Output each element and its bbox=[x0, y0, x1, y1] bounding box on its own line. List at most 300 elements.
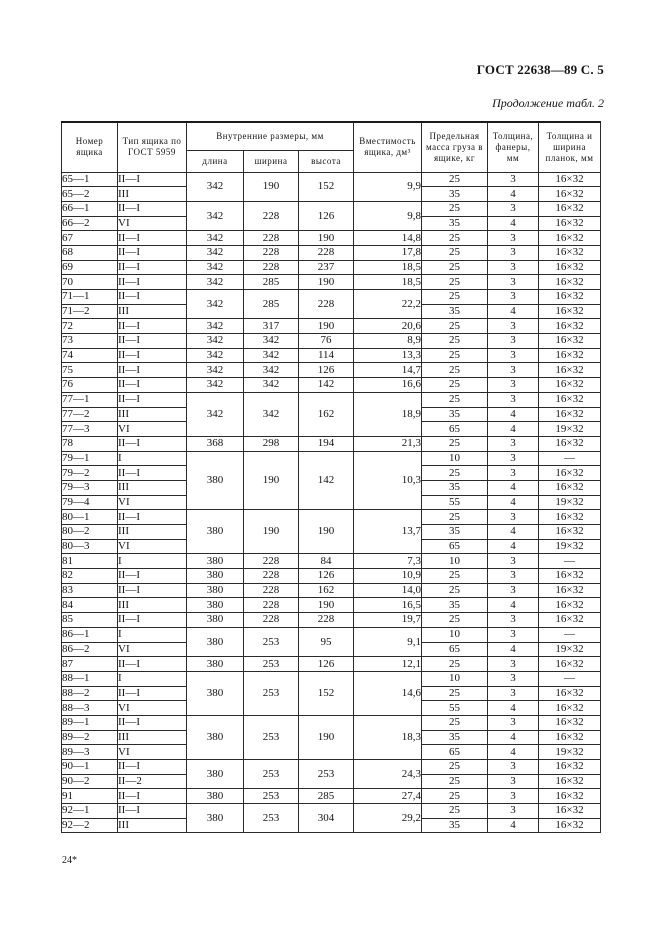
header-max-mass: Предельная масса груза в ящике, кг bbox=[422, 122, 488, 172]
cell-length: 342 bbox=[187, 319, 244, 334]
cell-height: 253 bbox=[299, 760, 354, 789]
cell-width: 253 bbox=[244, 789, 299, 804]
cell-max-mass: 10 bbox=[422, 671, 488, 686]
cell-max-mass: 25 bbox=[422, 466, 488, 481]
cell-box-no: 80—1 bbox=[62, 510, 118, 525]
cell-capacity: 7,3 bbox=[354, 554, 422, 569]
cell-length: 342 bbox=[187, 231, 244, 246]
cell-capacity: 16,5 bbox=[354, 598, 422, 613]
cell-capacity: 14,8 bbox=[354, 231, 422, 246]
cell-box-type: II—I bbox=[118, 392, 187, 407]
cell-height: 190 bbox=[299, 319, 354, 334]
cell-plywood: 3 bbox=[488, 348, 539, 363]
cell-width: 285 bbox=[244, 290, 299, 319]
cell-length: 342 bbox=[187, 290, 244, 319]
cell-max-mass: 25 bbox=[422, 774, 488, 789]
cell-box-no: 80—2 bbox=[62, 525, 118, 540]
cell-box-no: 92—1 bbox=[62, 804, 118, 819]
cell-plywood: 3 bbox=[488, 789, 539, 804]
cell-plank: 16×32 bbox=[539, 480, 601, 495]
cell-height: 152 bbox=[299, 671, 354, 715]
table-row bbox=[62, 715, 601, 730]
cell-plank: 16×32 bbox=[539, 701, 601, 716]
cell-plywood: 3 bbox=[488, 172, 539, 187]
box-dimensions-table bbox=[61, 121, 601, 833]
cell-height: 95 bbox=[299, 627, 354, 656]
cell-box-no: 66—2 bbox=[62, 216, 118, 231]
cell-plywood: 3 bbox=[488, 510, 539, 525]
cell-max-mass: 25 bbox=[422, 760, 488, 775]
cell-height: 190 bbox=[299, 598, 354, 613]
cell-box-type: II—I bbox=[118, 172, 187, 187]
cell-plank: 16×32 bbox=[539, 334, 601, 349]
cell-box-no: 79—1 bbox=[62, 451, 118, 466]
table-row bbox=[62, 378, 601, 393]
cell-max-mass: 65 bbox=[422, 539, 488, 554]
cell-height: 190 bbox=[299, 510, 354, 554]
cell-height: 190 bbox=[299, 231, 354, 246]
cell-plywood: 3 bbox=[488, 715, 539, 730]
table-row bbox=[62, 451, 601, 466]
cell-width: 228 bbox=[244, 554, 299, 569]
cell-plywood: 3 bbox=[488, 319, 539, 334]
cell-length: 342 bbox=[187, 334, 244, 349]
cell-width: 253 bbox=[244, 804, 299, 833]
cell-plywood: 4 bbox=[488, 539, 539, 554]
cell-max-mass: 25 bbox=[422, 789, 488, 804]
cell-max-mass: 35 bbox=[422, 818, 488, 833]
cell-plywood: 4 bbox=[488, 495, 539, 510]
cell-max-mass: 25 bbox=[422, 363, 488, 378]
cell-box-type: III bbox=[118, 730, 187, 745]
cell-box-type: I bbox=[118, 554, 187, 569]
cell-width: 228 bbox=[244, 260, 299, 275]
cell-plank: 16×32 bbox=[539, 789, 601, 804]
cell-box-no: 88—1 bbox=[62, 671, 118, 686]
cell-width: 190 bbox=[244, 510, 299, 554]
cell-plank: 16×32 bbox=[539, 657, 601, 672]
cell-box-no: 85 bbox=[62, 613, 118, 628]
cell-plank: 16×32 bbox=[539, 525, 601, 540]
cell-width: 253 bbox=[244, 657, 299, 672]
cell-length: 380 bbox=[187, 789, 244, 804]
cell-plywood: 3 bbox=[488, 466, 539, 481]
cell-height: 126 bbox=[299, 363, 354, 378]
cell-height: 162 bbox=[299, 583, 354, 598]
cell-max-mass: 25 bbox=[422, 201, 488, 216]
cell-height: 142 bbox=[299, 378, 354, 393]
cell-plywood: 3 bbox=[488, 671, 539, 686]
cell-plank: 16×32 bbox=[539, 436, 601, 451]
cell-max-mass: 65 bbox=[422, 745, 488, 760]
cell-plywood: 3 bbox=[488, 451, 539, 466]
cell-box-type: III bbox=[118, 818, 187, 833]
cell-plank: 16×32 bbox=[539, 348, 601, 363]
cell-plank: 16×32 bbox=[539, 598, 601, 613]
cell-width: 253 bbox=[244, 671, 299, 715]
cell-capacity: 13,7 bbox=[354, 510, 422, 554]
cell-box-type: II—I bbox=[118, 657, 187, 672]
cell-plywood: 3 bbox=[488, 436, 539, 451]
cell-width: 228 bbox=[244, 245, 299, 260]
cell-width: 342 bbox=[244, 378, 299, 393]
cell-height: 114 bbox=[299, 348, 354, 363]
cell-capacity: 27,4 bbox=[354, 789, 422, 804]
cell-capacity: 14,0 bbox=[354, 583, 422, 598]
cell-plywood: 3 bbox=[488, 760, 539, 775]
cell-width: 228 bbox=[244, 613, 299, 628]
cell-plank: 16×32 bbox=[539, 583, 601, 598]
table-row bbox=[62, 363, 601, 378]
cell-height: 304 bbox=[299, 804, 354, 833]
cell-plywood: 4 bbox=[488, 407, 539, 422]
cell-plank: 16×32 bbox=[539, 407, 601, 422]
table-row bbox=[62, 260, 601, 275]
cell-max-mass: 25 bbox=[422, 260, 488, 275]
cell-capacity: 18,9 bbox=[354, 392, 422, 436]
cell-plywood: 4 bbox=[488, 701, 539, 716]
table-row bbox=[62, 510, 601, 525]
cell-height: 126 bbox=[299, 569, 354, 584]
cell-plywood: 3 bbox=[488, 201, 539, 216]
cell-capacity: 9,1 bbox=[354, 627, 422, 656]
cell-width: 342 bbox=[244, 334, 299, 349]
cell-plank: 19×32 bbox=[539, 642, 601, 657]
cell-plank: 16×32 bbox=[539, 466, 601, 481]
cell-height: 190 bbox=[299, 275, 354, 290]
cell-box-no: 82 bbox=[62, 569, 118, 584]
cell-plank: 16×32 bbox=[539, 172, 601, 187]
cell-plank: 16×32 bbox=[539, 613, 601, 628]
cell-max-mass: 35 bbox=[422, 525, 488, 540]
header-inner-dims: Внутренние размеры, мм bbox=[187, 122, 354, 150]
table-row bbox=[62, 231, 601, 246]
cell-height: 76 bbox=[299, 334, 354, 349]
cell-width: 253 bbox=[244, 715, 299, 759]
cell-max-mass: 10 bbox=[422, 554, 488, 569]
cell-box-no: 88—3 bbox=[62, 701, 118, 716]
table-row bbox=[62, 671, 601, 686]
cell-length: 380 bbox=[187, 627, 244, 656]
cell-length: 342 bbox=[187, 348, 244, 363]
cell-max-mass: 25 bbox=[422, 290, 488, 305]
page-footer-mark: 24* bbox=[62, 855, 77, 866]
cell-height: 126 bbox=[299, 657, 354, 672]
cell-plank: — bbox=[539, 671, 601, 686]
cell-width: 190 bbox=[244, 451, 299, 510]
cell-max-mass: 25 bbox=[422, 172, 488, 187]
cell-length: 380 bbox=[187, 598, 244, 613]
cell-height: 237 bbox=[299, 260, 354, 275]
cell-max-mass: 25 bbox=[422, 613, 488, 628]
cell-length: 380 bbox=[187, 760, 244, 789]
cell-max-mass: 25 bbox=[422, 231, 488, 246]
cell-box-no: 89—3 bbox=[62, 745, 118, 760]
cell-plank: 16×32 bbox=[539, 392, 601, 407]
cell-max-mass: 35 bbox=[422, 304, 488, 319]
cell-plank: 16×32 bbox=[539, 569, 601, 584]
cell-plywood: 3 bbox=[488, 627, 539, 642]
cell-box-type: II—I bbox=[118, 334, 187, 349]
cell-capacity: 20,6 bbox=[354, 319, 422, 334]
cell-plank: 16×32 bbox=[539, 804, 601, 819]
cell-box-no: 78 bbox=[62, 436, 118, 451]
cell-box-no: 91 bbox=[62, 789, 118, 804]
cell-length: 342 bbox=[187, 275, 244, 290]
cell-box-type: II—I bbox=[118, 686, 187, 701]
cell-box-type: III bbox=[118, 407, 187, 422]
cell-plywood: 3 bbox=[488, 554, 539, 569]
header-length: длина bbox=[187, 150, 244, 172]
header-box-no: Номер ящика bbox=[62, 122, 118, 172]
cell-plywood: 4 bbox=[488, 480, 539, 495]
cell-plywood: 3 bbox=[488, 392, 539, 407]
cell-height: 190 bbox=[299, 715, 354, 759]
cell-box-type: II—I bbox=[118, 290, 187, 305]
cell-plywood: 4 bbox=[488, 598, 539, 613]
cell-max-mass: 25 bbox=[422, 715, 488, 730]
cell-width: 298 bbox=[244, 436, 299, 451]
cell-plywood: 4 bbox=[488, 187, 539, 202]
cell-box-type: II—I bbox=[118, 466, 187, 481]
cell-box-type: I bbox=[118, 627, 187, 642]
cell-box-no: 79—2 bbox=[62, 466, 118, 481]
table-row bbox=[62, 554, 601, 569]
table-row bbox=[62, 789, 601, 804]
cell-plywood: 3 bbox=[488, 275, 539, 290]
cell-box-type: II—I bbox=[118, 760, 187, 775]
cell-box-no: 87 bbox=[62, 657, 118, 672]
cell-box-type: III bbox=[118, 187, 187, 202]
cell-height: 228 bbox=[299, 613, 354, 628]
cell-width: 342 bbox=[244, 348, 299, 363]
cell-plywood: 3 bbox=[488, 774, 539, 789]
cell-length: 380 bbox=[187, 804, 244, 833]
table-continuation-label: Продолжение табл. 2 bbox=[492, 96, 604, 110]
cell-box-type: II—I bbox=[118, 201, 187, 216]
cell-box-type: III bbox=[118, 480, 187, 495]
cell-capacity: 12,1 bbox=[354, 657, 422, 672]
cell-max-mass: 25 bbox=[422, 334, 488, 349]
cell-length: 342 bbox=[187, 378, 244, 393]
cell-box-no: 89—2 bbox=[62, 730, 118, 745]
cell-length: 342 bbox=[187, 245, 244, 260]
cell-box-type: VI bbox=[118, 642, 187, 657]
cell-capacity: 9,9 bbox=[354, 172, 422, 201]
cell-plank: 16×32 bbox=[539, 774, 601, 789]
cell-max-mass: 25 bbox=[422, 583, 488, 598]
cell-box-type: II—I bbox=[118, 789, 187, 804]
cell-width: 228 bbox=[244, 598, 299, 613]
cell-plywood: 4 bbox=[488, 304, 539, 319]
table-row bbox=[62, 245, 601, 260]
cell-capacity: 9,8 bbox=[354, 201, 422, 230]
cell-capacity: 17,8 bbox=[354, 245, 422, 260]
cell-box-no: 79—3 bbox=[62, 480, 118, 495]
cell-max-mass: 25 bbox=[422, 392, 488, 407]
cell-capacity: 14,6 bbox=[354, 671, 422, 715]
cell-max-mass: 10 bbox=[422, 451, 488, 466]
table-row bbox=[62, 627, 601, 642]
cell-plywood: 3 bbox=[488, 334, 539, 349]
cell-max-mass: 25 bbox=[422, 436, 488, 451]
cell-max-mass: 35 bbox=[422, 407, 488, 422]
cell-length: 342 bbox=[187, 363, 244, 378]
cell-capacity: 10,9 bbox=[354, 569, 422, 584]
cell-box-no: 92—2 bbox=[62, 818, 118, 833]
cell-box-type: II—I bbox=[118, 275, 187, 290]
cell-width: 285 bbox=[244, 275, 299, 290]
cell-plank: 19×32 bbox=[539, 539, 601, 554]
cell-width: 253 bbox=[244, 760, 299, 789]
cell-box-no: 88—2 bbox=[62, 686, 118, 701]
table-row bbox=[62, 583, 601, 598]
cell-max-mass: 25 bbox=[422, 686, 488, 701]
cell-length: 368 bbox=[187, 436, 244, 451]
cell-length: 342 bbox=[187, 172, 244, 201]
cell-box-type: II—I bbox=[118, 583, 187, 598]
cell-length: 380 bbox=[187, 657, 244, 672]
cell-max-mass: 35 bbox=[422, 187, 488, 202]
cell-box-type: II—I bbox=[118, 378, 187, 393]
cell-max-mass: 10 bbox=[422, 627, 488, 642]
cell-max-mass: 25 bbox=[422, 569, 488, 584]
cell-box-type: II—I bbox=[118, 613, 187, 628]
cell-box-type: II—I bbox=[118, 245, 187, 260]
cell-capacity: 29,2 bbox=[354, 804, 422, 833]
cell-plank: — bbox=[539, 627, 601, 642]
cell-box-no: 71—1 bbox=[62, 290, 118, 305]
cell-length: 342 bbox=[187, 392, 244, 436]
cell-plywood: 3 bbox=[488, 569, 539, 584]
cell-box-type: II—I bbox=[118, 319, 187, 334]
cell-capacity: 8,9 bbox=[354, 334, 422, 349]
header-plank: Толщина и ширина планок, мм bbox=[539, 122, 601, 172]
table-row bbox=[62, 598, 601, 613]
cell-plank: 16×32 bbox=[539, 760, 601, 775]
cell-plywood: 4 bbox=[488, 818, 539, 833]
cell-plank: 16×32 bbox=[539, 275, 601, 290]
cell-plank: 16×32 bbox=[539, 363, 601, 378]
cell-capacity: 21,3 bbox=[354, 436, 422, 451]
cell-plywood: 4 bbox=[488, 745, 539, 760]
cell-box-no: 89—1 bbox=[62, 715, 118, 730]
header-width: ширина bbox=[244, 150, 299, 172]
cell-plywood: 4 bbox=[488, 730, 539, 745]
cell-plank: 16×32 bbox=[539, 231, 601, 246]
cell-length: 342 bbox=[187, 260, 244, 275]
cell-box-type: II—I bbox=[118, 569, 187, 584]
cell-plank: 16×32 bbox=[539, 290, 601, 305]
cell-box-no: 74 bbox=[62, 348, 118, 363]
cell-plywood: 3 bbox=[488, 231, 539, 246]
cell-box-no: 77—2 bbox=[62, 407, 118, 422]
cell-height: 228 bbox=[299, 290, 354, 319]
cell-box-no: 69 bbox=[62, 260, 118, 275]
cell-box-type: II—I bbox=[118, 715, 187, 730]
cell-max-mass: 55 bbox=[422, 495, 488, 510]
cell-plywood: 3 bbox=[488, 363, 539, 378]
standard-header: ГОСТ 22638—89 С. 5 bbox=[476, 62, 604, 77]
cell-plank: 16×32 bbox=[539, 686, 601, 701]
cell-box-no: 90—2 bbox=[62, 774, 118, 789]
cell-max-mass: 25 bbox=[422, 657, 488, 672]
cell-box-type: II—I bbox=[118, 260, 187, 275]
cell-box-type: III bbox=[118, 304, 187, 319]
cell-width: 228 bbox=[244, 231, 299, 246]
cell-max-mass: 65 bbox=[422, 642, 488, 657]
cell-plank: — bbox=[539, 554, 601, 569]
cell-width: 253 bbox=[244, 627, 299, 656]
cell-max-mass: 25 bbox=[422, 378, 488, 393]
cell-max-mass: 25 bbox=[422, 510, 488, 525]
cell-box-no: 76 bbox=[62, 378, 118, 393]
cell-height: 194 bbox=[299, 436, 354, 451]
table-body bbox=[62, 172, 601, 833]
cell-max-mass: 55 bbox=[422, 701, 488, 716]
cell-max-mass: 25 bbox=[422, 804, 488, 819]
cell-height: 285 bbox=[299, 789, 354, 804]
cell-box-type: II—I bbox=[118, 363, 187, 378]
cell-width: 317 bbox=[244, 319, 299, 334]
cell-plywood: 3 bbox=[488, 378, 539, 393]
cell-capacity: 18,3 bbox=[354, 715, 422, 759]
cell-plywood: 3 bbox=[488, 657, 539, 672]
cell-box-type: II—I bbox=[118, 348, 187, 363]
cell-plank: 16×32 bbox=[539, 187, 601, 202]
cell-plank: 16×32 bbox=[539, 730, 601, 745]
cell-box-no: 86—2 bbox=[62, 642, 118, 657]
cell-width: 228 bbox=[244, 569, 299, 584]
header-plywood: Толщина, фанеры, мм bbox=[488, 122, 539, 172]
cell-box-no: 86—1 bbox=[62, 627, 118, 642]
cell-box-type: III bbox=[118, 598, 187, 613]
cell-plank: 16×32 bbox=[539, 304, 601, 319]
table-row bbox=[62, 319, 601, 334]
cell-width: 190 bbox=[244, 172, 299, 201]
cell-plywood: 3 bbox=[488, 290, 539, 305]
cell-height: 162 bbox=[299, 392, 354, 436]
cell-box-no: 70 bbox=[62, 275, 118, 290]
cell-box-no: 73 bbox=[62, 334, 118, 349]
header-box-type: Тип ящика по ГОСТ 5959 bbox=[118, 122, 187, 172]
cell-plank: — bbox=[539, 451, 601, 466]
table-row bbox=[62, 436, 601, 451]
cell-box-no: 75 bbox=[62, 363, 118, 378]
cell-box-type: VI bbox=[118, 701, 187, 716]
cell-length: 380 bbox=[187, 613, 244, 628]
table-row bbox=[62, 613, 601, 628]
cell-capacity: 10,3 bbox=[354, 451, 422, 510]
table-row bbox=[62, 334, 601, 349]
cell-box-no: 77—1 bbox=[62, 392, 118, 407]
cell-box-type: II—I bbox=[118, 231, 187, 246]
cell-box-no: 68 bbox=[62, 245, 118, 260]
table-row bbox=[62, 760, 601, 775]
cell-max-mass: 35 bbox=[422, 216, 488, 231]
header-height: высота bbox=[299, 150, 354, 172]
cell-capacity: 24,3 bbox=[354, 760, 422, 789]
cell-max-mass: 25 bbox=[422, 348, 488, 363]
cell-width: 228 bbox=[244, 201, 299, 230]
cell-box-no: 83 bbox=[62, 583, 118, 598]
cell-box-no: 67 bbox=[62, 231, 118, 246]
cell-plywood: 3 bbox=[488, 686, 539, 701]
cell-length: 380 bbox=[187, 554, 244, 569]
cell-box-no: 90—1 bbox=[62, 760, 118, 775]
cell-plywood: 4 bbox=[488, 642, 539, 657]
cell-box-type: II—I bbox=[118, 804, 187, 819]
